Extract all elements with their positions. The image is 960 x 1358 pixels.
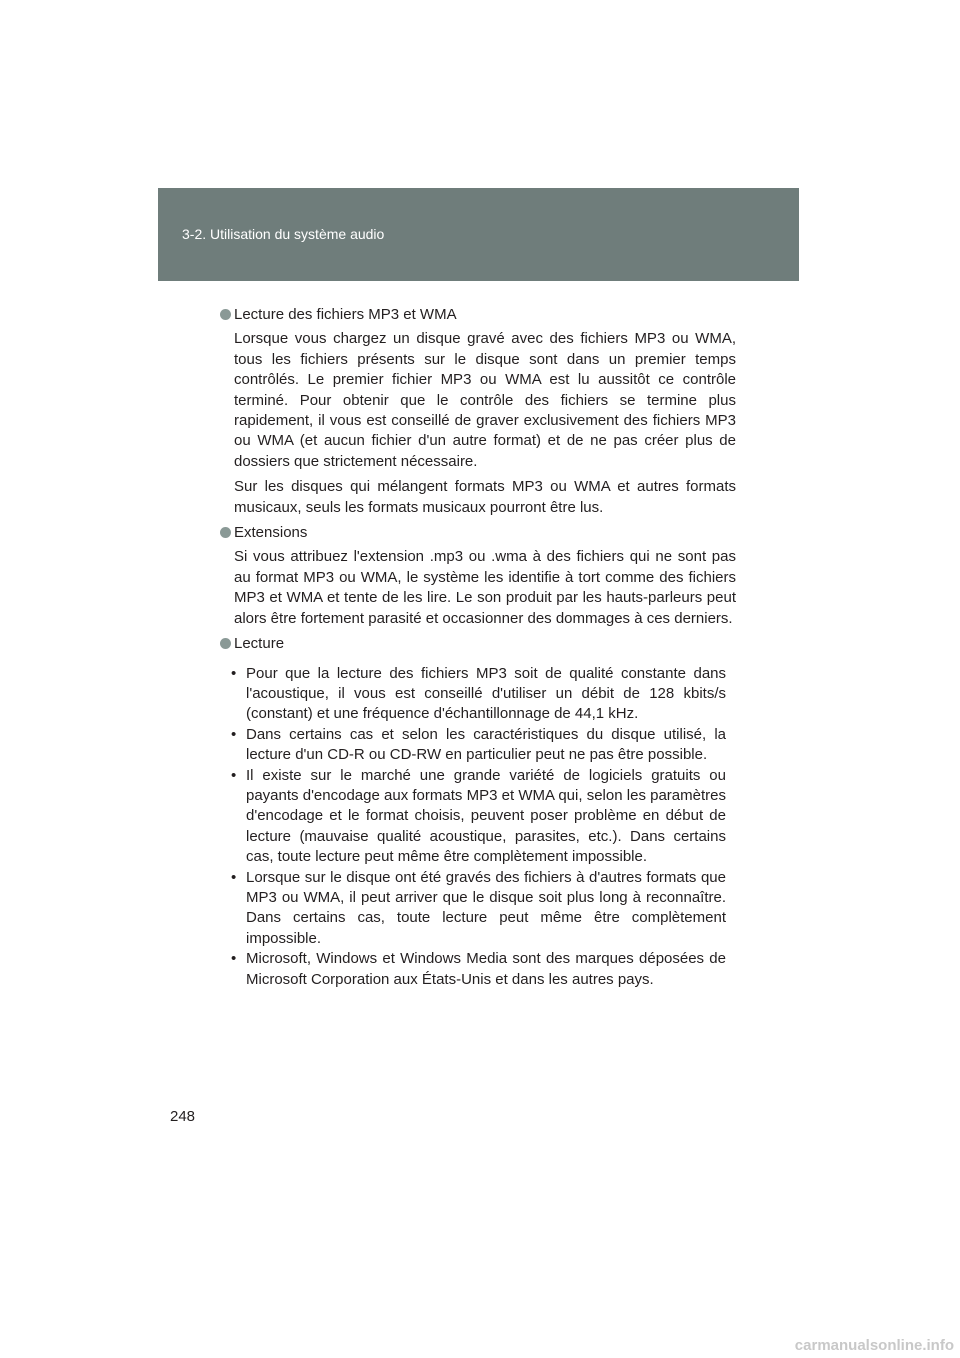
list-item: • Lorsque sur le disque ont été gravés des fichiers à d'autres formats que MP3 ou WMA, il peut arriver que le disque soit plus long à reconnaître. Dans certains cas, toute lecture peut même être complètement impossible. bbox=[231, 868, 726, 947]
list-item: • Microsoft, Windows et Windows Media sont des marques déposées de Microsoft Corporation aux États-Unis et dans les autres pays. bbox=[231, 950, 726, 988]
paragraph: Sur les disques qui mélangent formats MP3 ou WMA et autres formats musicaux, seuls les formats musicaux pourront être lus. bbox=[234, 478, 736, 516]
bullet-circle-icon bbox=[220, 638, 231, 649]
paragraph: Lorsque vous chargez un disque gravé avec des fichiers MP3 ou WMA, tous les fichiers présents sur le disque sont dans un premier temps contrôlés. Le premier fichier MP3 ou WMA est lu aussitôt ce contrôle terminé. Pour obtenir que le contrôle des fichiers se termine plus rapidement, il vous est conseillé de graver exclusivement des fichiers MP3 ou WMA (et aucun fichier d'un autre format) et de ne pas créer plus de dossiers que strictement nécessaire. bbox=[234, 330, 736, 470]
list-bullet-icon: • bbox=[231, 950, 237, 968]
section-extensions bbox=[222, 523, 736, 629]
page-content bbox=[222, 305, 736, 995]
page-number: 248 bbox=[170, 1108, 196, 1125]
section-lecture bbox=[222, 634, 736, 990]
list-item: • Dans certains cas et selon les caractéristiques du disque utilisé, la lecture d'un CD-R ou CD-RW en particulier peut ne pas être possible. bbox=[231, 725, 726, 764]
section-mp3-wma-playback bbox=[222, 305, 736, 518]
bullet-circle-icon bbox=[220, 527, 231, 538]
section-header-bar bbox=[158, 188, 799, 281]
section-title: Extensions bbox=[222, 523, 736, 543]
list-bullet-icon: • bbox=[231, 868, 237, 886]
bullet-circle-icon bbox=[220, 309, 231, 320]
lecture-list bbox=[222, 664, 726, 991]
list-bullet-icon: • bbox=[231, 766, 237, 784]
list-bullet-icon: • bbox=[231, 664, 237, 682]
paragraph: Si vous attribuez l'extension .mp3 ou .wma à des fichiers qui ne sont pas au format MP3 ou WMA, le système les identifie à tort comme des fichiers MP3 et WMA et tente de les lire. Le son produit par les hauts-parleurs peut alors être fortement parasité et occasionner des dommages à ces derniers. bbox=[234, 548, 736, 627]
watermark: carmanualsonline.info bbox=[794, 1337, 954, 1354]
list-item: • Il existe sur le marché une grande variété de logiciels gratuits ou payants d'encodage aux formats MP3 et WMA qui, selon les paramètres d'encodage et le format choisis, peuvent poser problème en début de lecture (mauvaise qualité acoustique, parasites, etc.). Dans certains cas, toute lecture peut même être complètement impossible. bbox=[231, 766, 726, 866]
section-title: Lecture bbox=[222, 634, 736, 654]
list-item: • Pour que la lecture des fichiers MP3 soit de qualité constante dans l'acoustique, il vous est conseillé d'utiliser un débit de 128 kbits/s (constant) et une fréquence d'échantillonnage de 44,1 kHz. bbox=[231, 664, 726, 723]
list-bullet-icon: • bbox=[231, 725, 237, 743]
section-title: Lecture des fichiers MP3 et WMA bbox=[222, 305, 736, 325]
section-header-title: 3-2. Utilisation du système audio bbox=[182, 226, 385, 242]
